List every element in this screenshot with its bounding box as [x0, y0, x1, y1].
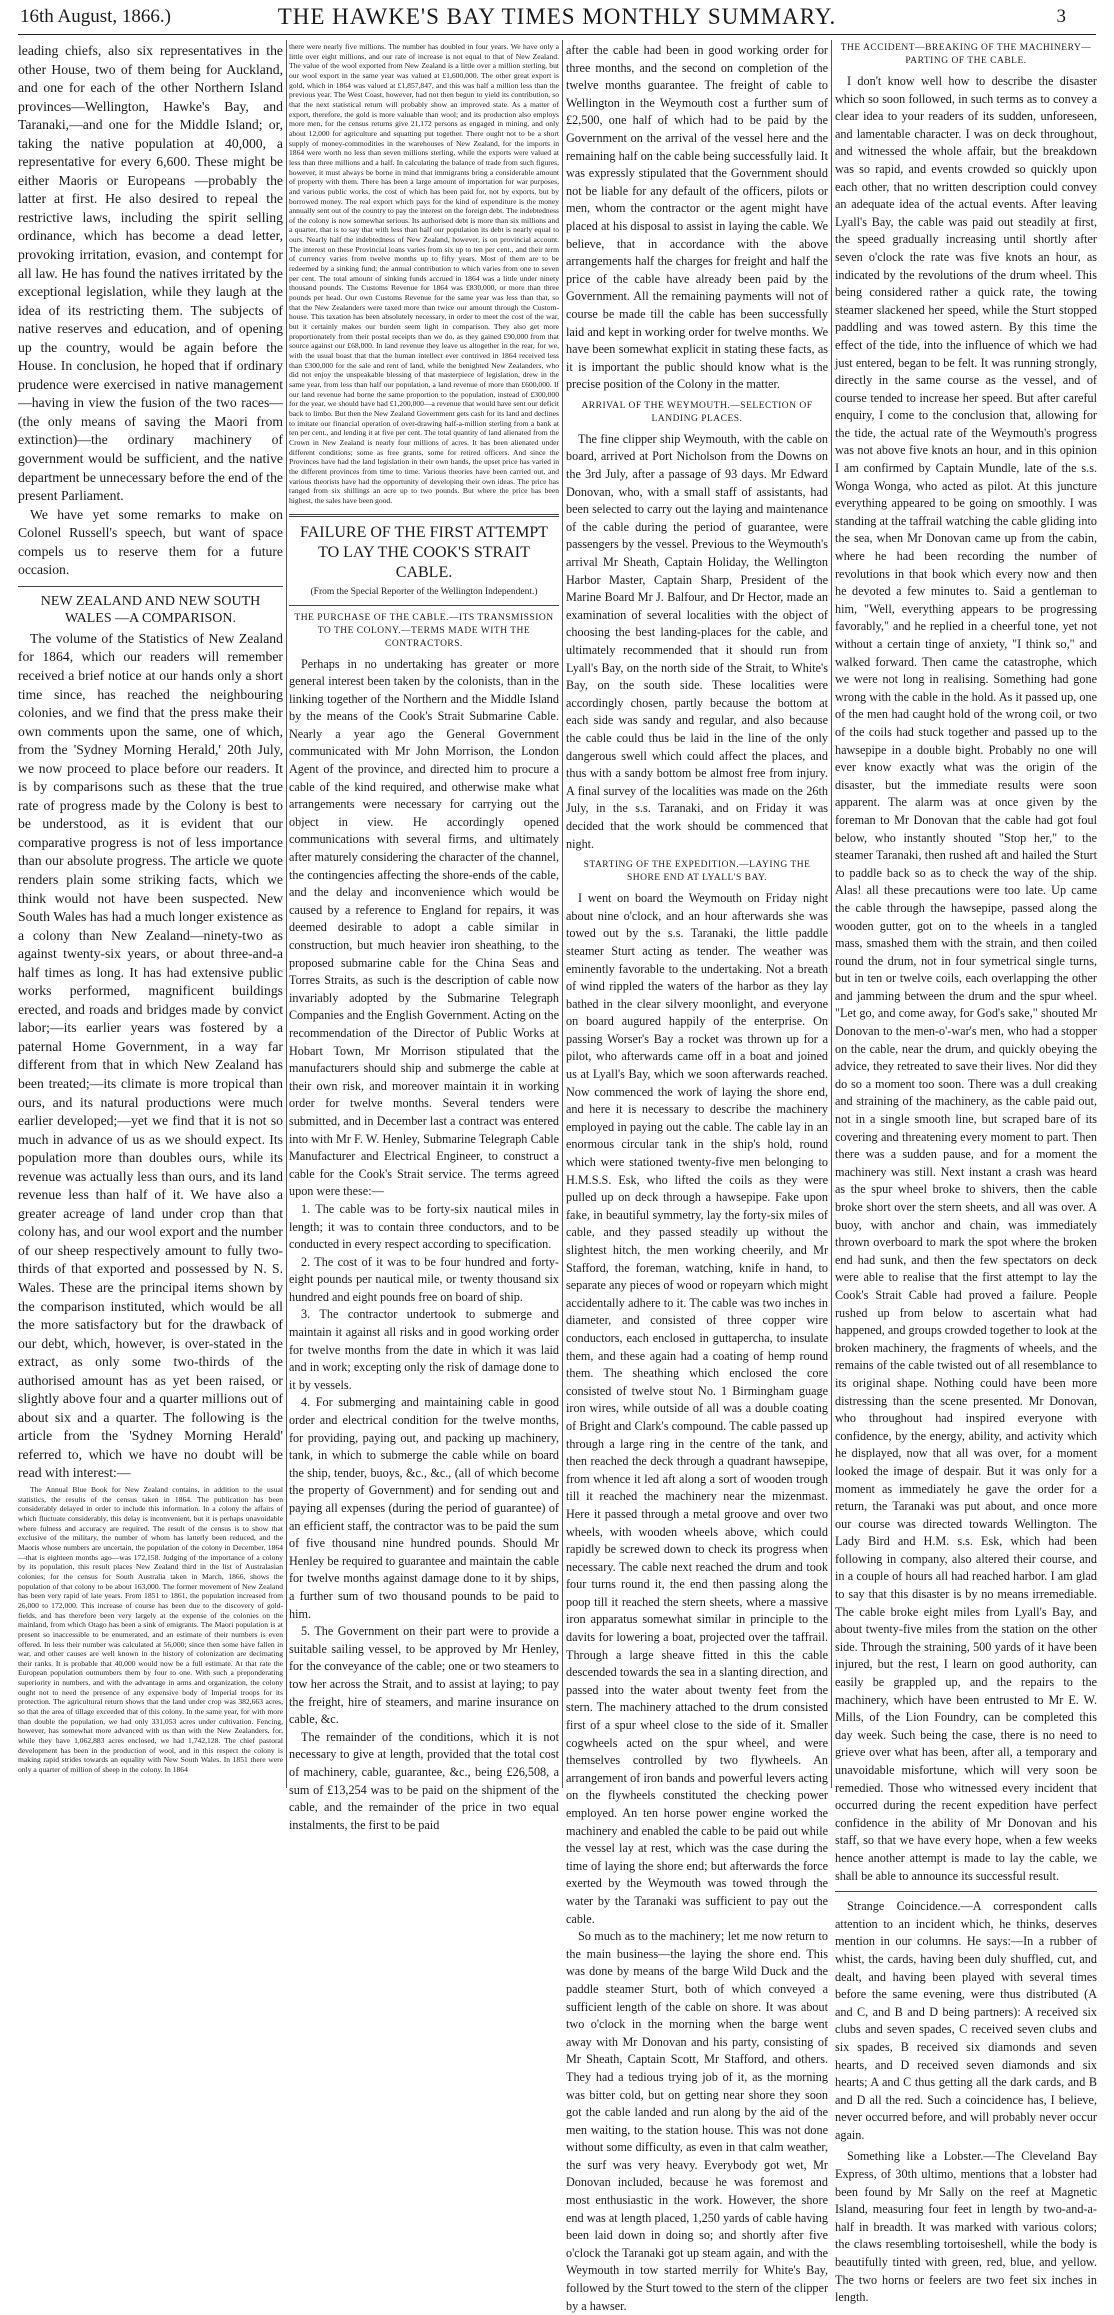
section-rule	[18, 586, 283, 587]
newspaper-title: THE HAWKE'S BAY TIMES MONTHLY SUMMARY.	[277, 4, 837, 29]
purchase-paragraph: Perhaps in no undertaking has greater or more general interest been taken by the colonists, than in the linking together of the Northern and the Middle Island by the means of the Cook's Strait Submarine Cable. Nearly a year ago the General Government communicated with Mr John Morrison, the London Agent of the province, and directed him to procure a cable of the kind required, and otherwise make what arrangements were necessary for carrying out the object in view. He accordingly opened communications with several firms, and ultimately after maturely considering the character of the channel, the contingencies affecting the shore-ends of the cable, and the delay and inconvenience which would be caused by a reference to England for repairs, it was deemed desirable to adopt a cable similar in construction, but much heavier iron sheathing, to the proposed submarine cable for the China Seas and Torres Straits, as such is the description of cable now invariably adopted by the Submarine Telegraph Companies and the English Government. Acting on the recommendation of the Director of Public Works at Hobart Town, Mr Morrison stipulated that the manufacturers should ship and submerge the cable at their own risk, and moreover maintain it in working order for twelve months. Several tenders were submitted, and in December last a contract was entered into with Mr F. W. Henley, Submarine Telegraph Cable Manufacturer and Electrical Engineer, to construct a cable for the Cook's Strait service. The terms agreed upon were these:—	[289, 656, 559, 1199]
contract-term: 5. The Government on their part were to provide a suitable sailing vessel, to be approved by Mr Henley, for the conveyance of the cable; one or two steamers to tow her across the Strait, and to assist at laying; to pay the freight, hire of steamers, and marine insurance on cable, &c.	[289, 1624, 559, 1727]
comparison-heading: NEW ZEALAND AND NEW SOUTH WALES —A COMPARISON.	[40, 593, 261, 626]
column-2	[289, 42, 559, 1832]
column-3	[566, 42, 828, 2313]
page-number: 3	[1056, 6, 1066, 27]
purchase-subheading: THE PURCHASE OF THE CABLE.—ITS TRANSMISSION TO THE COLONY.—TERMS MADE WITH THE CONTRACTORS.	[294, 612, 554, 649]
column-divider	[831, 40, 832, 1788]
contract-term: 4. For submerging and maintaining cable in good order and electrical condition for the twelve months, for providing, paying out, and packing up machinery, tank, in which to submerge the cable while on board the ship, tender, buoys, &c., &c., (all of which become the property of Government) and for sending out and paying all expenses (during the period of guarantee) of an efficient staff, the contractor was to be paid the sum of five thousand nine hundred pounds. Should Mr Henley be required to guarantee and maintain the cable for twelve months against damage done to it by ships, a further sum of two thousand pounds to be paid to him.	[289, 1395, 559, 1621]
herald-extract: The Annual Blue Book for New Zealand contains, in addition to the usual statistics, the results of the census taken in 1864. The publication has been considerably delayed in order to include this information. In a colony the affairs of which fluctuate considerably, this delay is inconvenient, but it is perhaps unavoidable where fulness and accuracy are required. The result of the census is to show that exclusive of the military, the number of whom has latterly been reduced, and the Maoris whose numbers are uncertain, the population of the colony in December, 1864—that is eighteen months ago—was 172,158. Judging of the importance of a colony by its population, this result places New Zealand third in the list of Australasian colonies; for the census for South Australia taken in March, 1866, shows the population of that colony to be about 163,000. The former movement of New Zealand has been very rapid of late years. From 1851 to 1861, the population increased from 26,000 to 172,000. This increase of course has been due to the discovery of gold-fields, and has therefore been very largely at the expense of the colonies on the mainland, from which Otago has been a sink of emigrants. The Maori population is at present so inaccessible to be enumerated, and an estimate of their numbers is even offered. In less their number was calculated at 56,000; since then some have fallen in war, and other causes are well known in the history of colonization are decimating their ranks. It is probable that 40,000 would now be a full estimate. At that rate the European population outnumbers them by four to one. With such a preponderating superiority in numbers, and with the advantage in arms and organization, the colony ought not to need the presence of any expensive body of Imperial troops for its protection. The agricultural return shows that the land under crop was 382,663 acres, so that the area of tillage exceeded that of this colony. In the same year, for with more than double the population, we had only 331,053 acres under cultivation. Fencing, however, has somewhat more advanced with us than with the New Zealanders, for, while they have 1,062,883 acres enclosed, we had 1,742,128. The chief pastoral development has been in the production of wool, and in this respect the colony is making rapid strides towards an equality with New South Wales. In 1851 there were only a quarter of million of sheep in the colony. In 1864	[18, 1485, 283, 1775]
contract-term: 1. The cable was to be forty-six nautical miles in length; it was to contain three conductors, and to be conducted in every respect according to specification.	[289, 1201, 559, 1252]
column-4	[835, 42, 1097, 2305]
column-1	[18, 42, 283, 1790]
masthead	[0, 0, 1114, 36]
section-rule	[289, 605, 559, 606]
shore-end-paragraph: So much as to the machinery; let me now return to the main business—the laying the shore end. This was done by means of the barge Wild Duck and the paddle steamer Sturt, both of which conveyed a sufficient length of the cable on shore. It was about two o'clock in the morning when the barge went away with Mr Donovan and his party, consisting of Mr Sheath, Captain Scott, Mr Stafford, and others. They had a tedious trying job of it, as the morning was bitter cold, but on getting near shore they soon got the cable landed and run along by the aid of the men waiting, to the station house. This was not done without some difficulty, as even in that calm weather, the surf was very heavy. Everybody got wet, Mr Donovan included, because he was foremost and most enthusiastic in the work. However, the shore end was at length placed, 1,250 yards of cable having been laid down in doing so; and shortly after five o'clock the Taranaki got up steam again, and with the Weymouth in tow started merrily for White's Bay, followed by the Sturt towed to the stern of the clipper by a hawser.	[566, 1929, 828, 2313]
column-divider	[286, 40, 287, 1788]
accident-paragraph: I don't know well how to describe the disaster which so soon followed, in such terms as to convey a clear idea to your readers of its sudden, unforeseen, and lamentable character. I was on deck throughout, and witnessed the whole affair, but the breakdown was so rapid, and events crowded so quickly upon each other, that no written description could convey an adequate idea of the actual events. After leaving Lyall's Bay, the cable was paid out steadily at first, the speed gradually increasing until shortly after seven o'clock the rate was five knots an hour, as indicated by the revolutions of the drum wheel. This being considered rather a quick rate, the towing steamer slackened her speed, while the Sturt stopped paddling and was towed astern. By this time the effect of the tide, into the influence of which we had just entered, began to be felt. It was running strongly, directly in the same course as the vessel, and of course tended to increase her speed. But after careful enquiry, I come to the conclusion that, allowing for the tide, the actual rate of the Weymouth's progress was not above five knots an hour, and in this opinion I am confirmed by Captain Mundle, late of the s.s. Wonga Wonga, who acted as pilot. At this juncture everything appeared to be going on smoothly. I was standing at the taffrail watching the cable gliding into the sea, when Mr Donovan came up from the cabin, where he had been recording the number of revolutions in that book which every now and then he devoted a few minutes to. Said a gentleman to him, "Well, everything appears to be progressing favorably," and he replied in a cheerful tone, yet not without a certain tinge of anxiety, "I think so," and walked forward. Then came the catastrophe, which we were not long in realising. Something had gone wrong with the cable in the hold. As it passed up, one of the men had caught hold of the wrong coil, or two of the coils had stuck together and passed up to the hawsepipe in a double bight. Probably no one will ever know exactly what was the origin of the disaster, but the immediate results were soon apparent. The alarm was at once given by the foreman to Mr Donovan that the cable had got foul below, who instantly shouted "Stop her," to the steamer Taranaki, then rushed aft and hailed the Sturt to paddle back so as to check the way of the ship. Alas! all these precautions were too late. Up came the cable through the hawsepipe, passed along the wooden gutter, got on to the wheels in a tangled mass, smashed them with the strain, and then coiled round the drum, not in four symetrical single turns, but in ten or twelve coils, each overlapping the other and jamming between the drum and the spur wheel. "Let go, and come away, for God's sake," shouted Mr Donovan to the men-o'-war's men, who had a stopper on the cable, near the drum, and quickly obeying the advice, they retreated to save their lives. Nor did they do so a moment too soon. There was a dull creaking and straining of the machinery, as the cable paid out, not in a single smooth line, but scraped bare of its covering and threatening every moment to part. Then there was a sudden pause, and for a moment the machinery was still. Next instant a crash was heard as the spur wheel broke to shivers, then the cable broke short over the stern sheets, and all was over. A buoy, with anchor and chain, was immediately thrown overboard to mark the spot where the broken end had sunk, and then the few spectators on deck were able to realise that the first attempt to lay the Cook's Strait Cable had proved a failure. People rushed up from below to ascertain what had happened, and groups crowded together to look at the broken machinery, the fragments of wheels, and the remains of the cable twisted out of all resemblance to its original shape. Nothing could have been more distressing than the scene presented. Mr Donovan, who throughout had inspired everyone with confidence, by the energy, ability, and activity which he displayed, now that all was over, for a moment looked the image of despair. But it was only for a moment as immediately he gave the order for a return, the Taranaki was put about, and once more our course was directed towards Wellington. The Lady Bird and H.M. s.s. Esk, which had been following in company, also altered their course, and in a couple of hours all had reached harbor. I am glad to say that this disaster is by no means irremediable. The cable broke eight miles from Lyall's Bay, and about twenty-five miles from the station on the other side. Through the straining, 500 yards of it have been injured, but the rest, I learn on good authority, can easily be grappled up, and the repairs to the machinery, which have been entrusted to Mr E. W. Mills, of the Lion Foundry, can be completed this day week. Such being the case, there is no need to grieve over what has been, after all, a temporary and unavoidable misfortune, which will very soon be remedied. Those who witnessed every incident that occurred during the recent expedition have perfect confidence in the ability of Mr Donovan and his staff, so that we have every hope, when a few weeks hence another attempt is made to lay the cable, we shall be able to announce its successful result.	[835, 74, 1097, 1883]
issue-date: 16th August, 1866.)	[20, 6, 171, 27]
comparison-article: The volume of the Statistics of New Zealand for 1864, which our readers will remember received a brief notice at our hands only a short time since, has reached the neighbouring colonies, and we find that the press make their own comments upon the same, one of which, from the 'Sydney Morning Herald,' 20th July, we now proceed to place before our readers. It is by comparisons such as these that the true rate of progress made by the Colony is best to be understood, as it is evident that our comparative progress is not of less importance than our absolute progress. The article we quote renders plain some striking facts, which we think would not have been suspected. New South Wales has had a much longer existence as a colony than New Zealand—ninety-two as against twenty-six years, or about three-and-a half times as long. It has had extensive public works performed, magnificent buildings erected, and roads and bridges made by convict labor;—its earlier years was fostered by a paternal Home Government, in a way far different from that in which New Zealand has been treated;—its climate is more tropical than ours, and its natural productions were much earlier developed;—yet we find that it is not so much in advance of us as we should expect. Its population more than doubles ours, while its revenue was actually less than ours, and its land revenue less than half of it. We have also a greater acreage of land under crop than that colony has, and our wool export and the number of our sheep respectively amount to fully two-thirds of that exported and possessed by N. S. Wales. These are the principal items shown by the comparison instituted, which would be all the more satisfactory but for the drawback of our debt, which, however, is over-stated in the extract, as only some two-thirds of the authorised amount has as yet been raised, or slightly above four and a quarter millions out of about six and a quarter. The following is the article from the 'Sydney Morning Herald' referred to, which we have no doubt will be read with interest:—	[18, 630, 283, 1481]
coincidence-item: Strange Coincidence.—A correspondent calls attention to an incident which, he thinks, deserves mention in our columns. He says:—In a rubber of whist, the cards, having been duly shuffled, cut, and dealt, and having been played with several times before the same evening, were thus distributed (A and C, and B and D being partners): A received six clubs and seven spades, C received seven clubs and six spades, B received six diamonds and seven hearts, and D received seven diamonds and six hearts; A and C thus getting all the dark cards, and B and D all the red. Such a coincidence has, I believe, never occurred before, and will probably never occur again.	[835, 1899, 1097, 2142]
contract-term: 3. The contractor undertook to submerge and maintain it against all risks and in good working order for twelve months from the date in which it was laid and in work; excepting only the risk of damage done to it by vessels.	[289, 1307, 559, 1392]
starting-subheading: STARTING OF THE EXPEDITION.—LAYING THE SHORE END AT LYALL'S BAY.	[583, 860, 811, 884]
reporter-credit: (From the Special Reporter of the Wellington Independent.)	[310, 586, 538, 597]
masthead-rule	[18, 34, 1096, 35]
accident-subheading: THE ACCIDENT—BREAKING OF THE MACHINERY—PARTING OF THE CABLE.	[840, 43, 1092, 66]
payment-paragraph: after the cable had been in good working order for three months, and the second on completion of the twelve months guarantee. The freight of cable to Wellington in the Weymouth cost a further sum of £2,500, one half of which had to be paid by the Government on the arrival of the vessel here and the remaining half on the cable being successfully laid. It was expressly stipulated that the Government should not be liable for any default of the officers, pilots or men, whom the contractor or the agent might have placed at his disposal to assist in laying the cable. We believe, that in accordance with the above arrangements half the charges for freight and half the price of the cable have already been paid by the Government. All the remaining payments will not of course be made till the cable has been successfully laid and kept in working order for twelve months. We have been somewhat explicit in stating these facts, as it is important the public should know what is the precise position of the Colony in the matter.	[566, 43, 828, 392]
section-rule	[835, 1891, 1097, 1892]
column-divider	[562, 40, 563, 1788]
arrival-subheading: ARRIVAL OF THE WEYMOUTH.—SELECTION OF LANDING PLACES.	[581, 400, 813, 424]
section-rule	[289, 514, 559, 517]
contract-term: The remainder of the conditions, which it is not necessary to give at length, provided that the total cost of machinery, cable, guarantee, &c., being £26,508, a sum of £13,254 was to be paid on the shipment of the cable, and the remainder of the price in two equal instalments, the first to be paid	[289, 1729, 559, 1832]
cable-failure-heading: FAILURE OF THE FIRST ATTEMPT TO LAY THE COOK'S STRAIT CABLE.	[299, 523, 549, 581]
machinery-paragraph: I went on board the Weymouth on Friday night about nine o'clock, and an hour afterwards she was towed out by the s.s. Taranaki, the little paddle steamer Sturt acting as tender. The weather was eminently favorable to the undertaking. Not a breath of wind rippled the waters of the harbor as they lay bathed in the clear silvery moonlight, and everyone on board augured happily of the enterprise. On passing Worser's Bay a rocket was thrown up for a pilot, who afterwards came off in a boat and joined us at Lyall's Bay, which we soon afterwards reached. Now commenced the work of laying the shore end, and here it is necessary to describe the machinery employed in paying out the cable. The cable lay in an enormous circular tank in the ship's hold, round which were stationed twenty-five men belonging to H.M.S.S. Esk, who lifted the coils as they were pulled up on deck through a hawsepipe. Fake upon fake, in beautiful symmetry, lay the forty-six miles of cable, and they passed steadily up without the slightest hitch, the men working cheerily, and Mr Stafford, the foreman, watching, knife in hand, to separate any pieces of wood or ropeyarn which might accidentally adhere to it. The cable was two inches in diameter, and consisted of three copper wire conductors, each enclosed in guttapercha, to insulate them, and these again had a coating of hemp round them. The sheathing which enclosed the core consisted of twelve stout No. 1 Birmingham guage iron wires, while outside of all was a double coating of Bright and Clark's compound. The cable passed up through a large ring in the centre of the tank, and then reached the deck through a quadrant hawsepipe, from whence it led aft along a sort of wooden trough till it reached the machinery near the mizenmast. Here it passed through a metal groove and over two wheels, with wooden wheels above, which could rapidly be screwed down to check its progress when necessary. The cable next reached the drum and took four turns round it, the end then passing along the poop till it reached the stern sheets, where a massive iron apparatus somewhat similar in principle to the davits for lowering a boat, projected over the taffrail. Through a large sheave fitted in this the cable descended towards the sea in a slanting direction, and passed into the water about twenty feet from the stern. The machinery attached to the drum consisted first of a spur wheel close to the side of it. Smaller cogwheels acted on the spur wheel, and were themselves controlled by two flywheels. An arrangement of iron bands and powerful levers acting on the flywheels constituted the checking power employed. An ten horse power engine worked the machinery and enabled the cable to be paid out while the vessel lay at rest, which was the case during the time of laying the shore end; but afterwards the force exerted by the Weymouth was towed through the water by the Taranaki was sufficient to pay out the cable.	[566, 891, 828, 1926]
native-policy-paragraph: leading chiefs, also six representatives in the other House, two of them being for Auckland, and one for each of the other Northern Island provinces—Wellington, Hawke's Bay, and Taranaki,—and one for the Middle Island; or, taking the native population at 40,000, a representative for every 6,600. These might be either Maoris or Europeans —probably the latter at first. He also desired to repeal the restrictive laws, including the spirit selling ordinance, which has become a dead letter, provoking irritation, evasion, and contempt for all law. He has found the natives irritated by the exceptional legislation, while they laugh at the idea of its restricting them. The subjects of native reserves and education, and of opening up the country, would be again before the House. In conclusion, he hoped that if ordinary prudence were exercised in native management—having in view the fusion of the two races—(the only means of saving the Maori from extinction)—the ordinary machinery of government would be sufficient, and the native department be unnecessary before the end of the present Parliament.	[18, 43, 283, 504]
lobster-item: Something like a Lobster.—The Cleveland Bay Express, of 30th ultimo, mentions that a lobster had been found by Mr Sally on the reef at Magnetic Island, measuring four feet in length by two-and-a-half in breadth. It was marked with various colors; the claws resembling tortoiseshell, while the body is beautifully tinted with green, red, blue, and yellow. The two horns or feelers are two feet six inches in length.	[835, 2149, 1097, 2305]
arrival-paragraph: The fine clipper ship Weymouth, with the cable on board, arrived at Port Nicholson from the Downs on the 3rd July, after a passage of 93 days. Mr Edward Donovan, who, with a small staff of assistants, had been selected to carry out the laying and maintenance of the cable during the period of guarantee, were passengers by the vessel. Previous to the Weymouth's arrival Mr Sheath, Captain Holiday, the Wellington Harbor Master, Captain Sharp, President of the Marine Board Mr J. Balfour, and Dr Hector, made an examination of several localities with the object of choosing the best landing-places for the cable, and ultimately recommended that it should run from Lyall's Bay, on the north side of the Strait, to White's Bay, on the south side. These localities were accordingly chosen, partly because the bottom at each side was sandy and regular, and also because the cable could thus be laid in the line of the only dangerous swell which could affect the places, and thus with a sandy bottom be almost free from injury. A final survey of the localities was made on the 26th July, in the s.s. Taranaki, and on Friday it was decided that the work should be commenced that night.	[566, 431, 828, 851]
herald-extract-continued: there were nearly five millions. The number has doubled in four years. We have only a little over eight millions, and our rate of increase is not equal to that of New Zealand. The value of the wool exported from New Zealand is a little over a million sterling, but our wool export in the same year was valued at £1,600,000. The other great export is gold, which in 1864 was valued at £1,857,847, and this was half a million less than the previous year. The West Coast, however, had not then begun to yield its contribution, so that the next statistical return will probably show an improved state. As a matter of export, therefore, the gold is more valuable than wool; and its production also employs more men, for the census returns give 21,172 persons as engaged in mining, and only about 12,000 for agriculture and squatting put together. There ought not to be a short supply of money-commodities in the warehouses of New Zealand, for the imports in 1864 were worth no less than seven millions sterling, while the exports were valued at less than three millions and a half. In calculating the balance of trade from such figures, however, it must always be borne in mind that immigrants bring a considerable amount of property with them. There has been a large amount of importation for war purposes, and various public works, the cost of which has been paid for, not by exports, but by borrowed money. The real export which pays for the kind of expenditure is the money annually sent out of the country to pay the interest on the foreign debt. The indebtedness of the colony is now somewhat serious. Its authorised debt is more than six millions and a quarter, that is to say that with less than half our population its debt is nearly equal to ours. Nearly half the indebtedness of New Zealand, however, is on provincial account. The interest on these Provincial loans varies from six up to ten per cent., and their term of currency varies from twelve months up to fifty years. Most of them are to be redeemed by a sinking fund; the annual contribution to which varies from one to seven per cent. The total amount of sinking funds accrued in 1864 was a little under ninety thousand pounds. The Customs Revenue for 1864 was £830,000, or more than three pounds per head. Our own Customs Revenue for the same year was less than that, so that the New Zealanders were taxed more than twice our amount through the Custom-house. This taxation has been absolutely necessary, in order to meet the cost of the war, but it certainly makes our burden seem light in comparison. They also get more proportionately from their postal receipts than we do, as they gained £90,000 from that source against our £68,000. In land revenue they leave us altogether in the rear, for we, with the usual boast that that the human intellect ever contrived in 1864 received less than £300,000 for the sale and rent of land, while the benighted New Zealanders, who did not enjoy the unspeakable blessing of that masterpiece of legislation, drew in the same year, from less than half our population, a land revenue of more than £600,000. If our land revenue had borne the same proportion to the population, instead of £300,000 for the year, we should have had £1,200,000—a revenue that would have sent our deficit back to limbo. But then the New Zealand Government gets cash for its land and declines to imitate our financial operation of over-drawing half-a-million sterling from a bank at ten per cent., and lending it at five per cent. The total quantity of land alienated from the Crown in New Zealand is nearly four millions of acres. It has been alienated under different conditions; some as free grants, some for retired officers. And since the Provinces have had the land legislation in their own hands, the upset price has varied in the different provinces from time to time. Various theories have been carried out, and various theorists have had the opportunity of developing their own ideas. The price has ranged from six shillings an acre up to two pounds. But where the price has been highest, the sales have been good.	[289, 42, 559, 505]
remarks-paragraph: We have yet some remarks to make on Colonel Russell's speech, but want of space compels us to reserve them for a future occasion.	[18, 506, 283, 578]
contract-term: 2. The cost of it was to be four hundred and forty-eight pounds per nautical mile, or twenty thousand six hundred and eight pounds free on board of ship.	[289, 1254, 559, 1304]
